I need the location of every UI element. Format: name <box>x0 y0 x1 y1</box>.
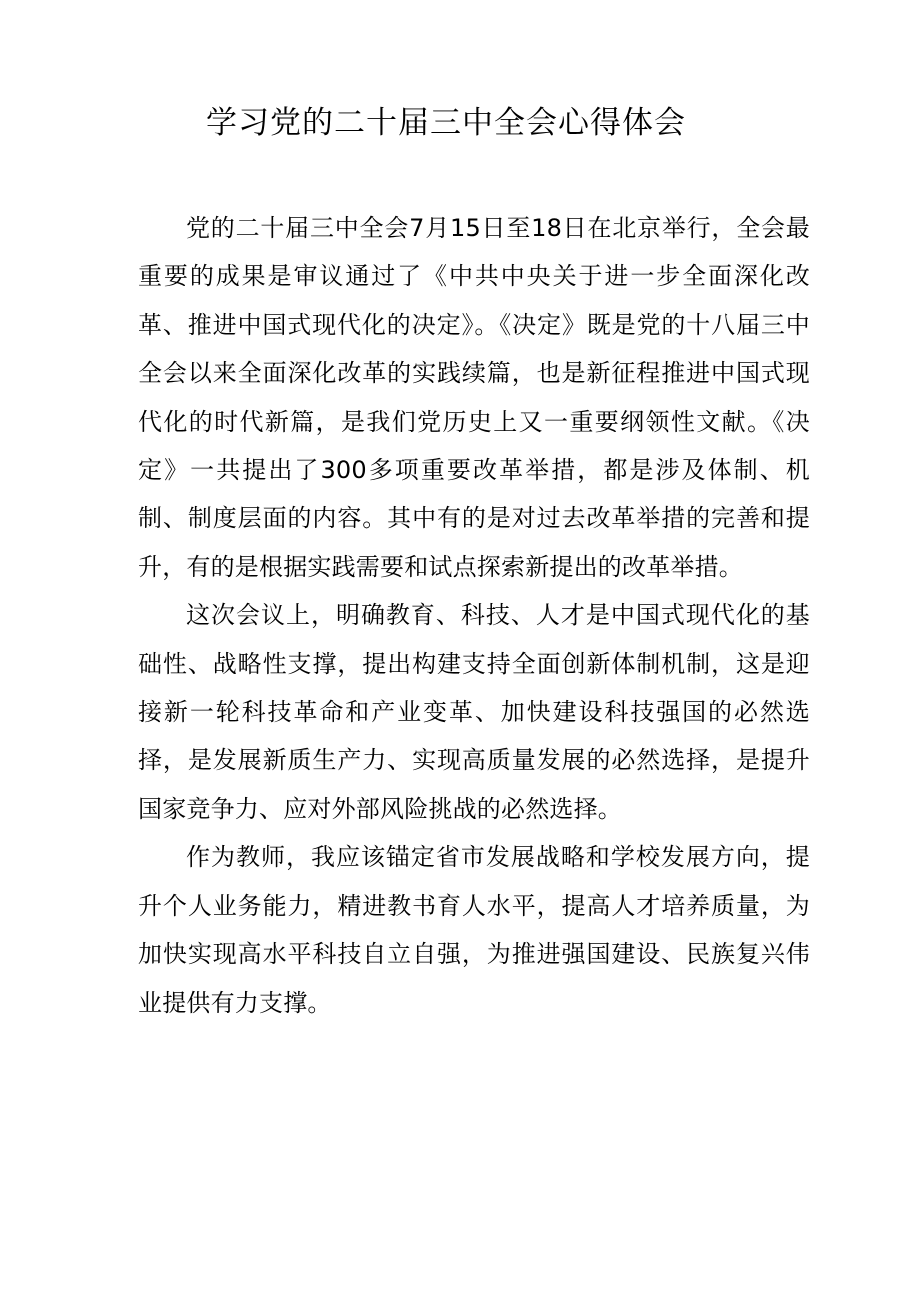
paragraph-2: 这次会议上，明确教育、科技、人才是中国式现代化的基础性、战略性支撑，提出构建支持全面创新体制机制，这是迎接新一轮科技革命和产业变革、加快建设科技强国的必然选择，是发展新质生产力、实现高质量发展的必然选择，是提升国家竞争力、应对外部风险挑战的必然选择。 <box>138 601 810 823</box>
document-body <box>138 204 810 1027</box>
document-title: 学习党的二十届三中全会心得体会 <box>206 105 686 141</box>
paragraph-1: 党的二十届三中全会7月15日至18日在北京举行，全会最重要的成果是审议通过了《中共中央关于进一步全面深化改革、推进中国式现代化的决定》。《决定》既是党的十八届三中全会以来全面深化改革的实践续篇，也是新征程推进中国式现代化的时代新篇，是我们党历史上又一重要纲领性文献。《决定》一共提出了300多项重要改革举措，都是涉及体制、机制、制度层面的内容。其中有的是对过去改革举措的完善和提升，有的是根据实践需要和试点探索新提出的改革举措。 <box>138 214 810 581</box>
paragraph-3: 作为教师，我应该锚定省市发展战略和学校发展方向，提升个人业务能力，精进教书育人水平，提高人才培养质量，为加快实现高水平科技自立自强，为推进强国建设、民族复兴伟业提供有力支撑。 <box>138 843 810 1017</box>
